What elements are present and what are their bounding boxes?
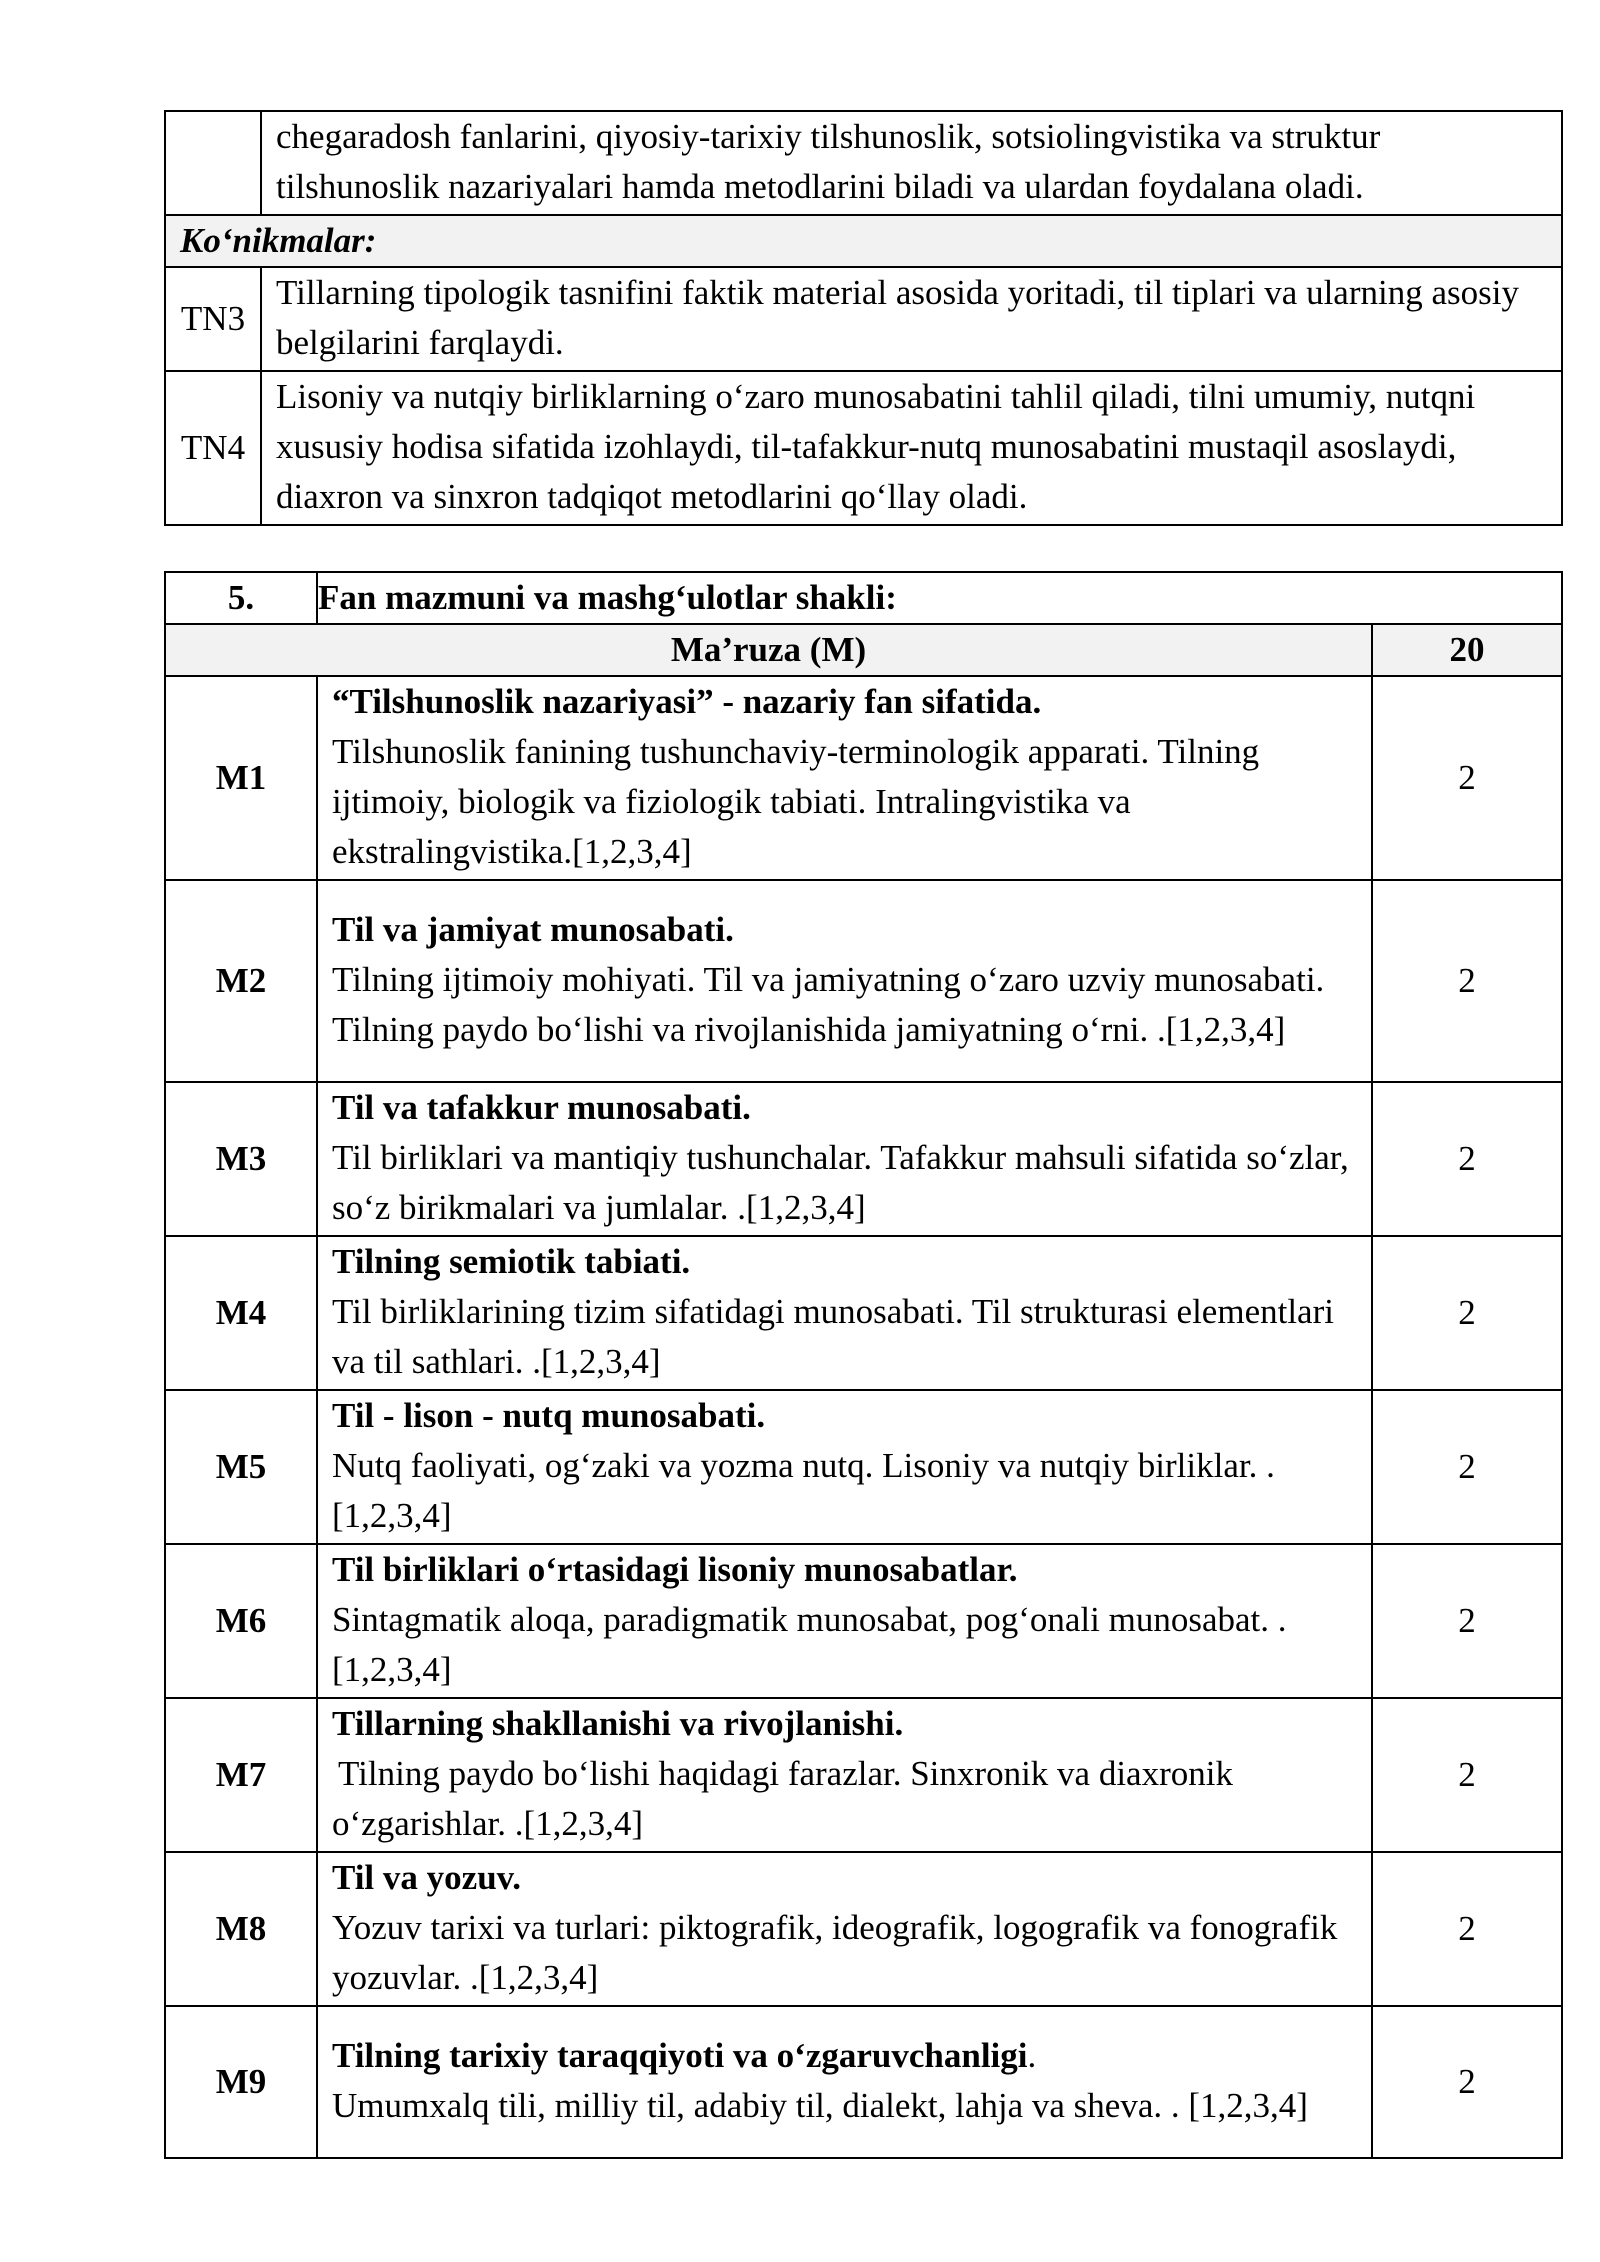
section-title: Fan mazmuni va mashg‘ulotlar shakli: [317,572,1562,624]
lecture-hours: 2 [1372,1544,1562,1698]
lecture-content [317,880,1372,1082]
competencies-table [164,110,1563,526]
section-header-row [165,572,1562,624]
lecture-content [317,1236,1372,1390]
lecture-description: Tilning ijtimoiy mohiyati. Til va jamiyatning o‘zaro uzviy munosabati. Tilning paydo bo‘lishi va rivojlanishida jamiyatning o‘rni. .[1,2,3,4] [332,960,1325,1049]
table-row [165,1544,1562,1698]
lecture-content [317,2006,1372,2158]
lecture-content [317,1852,1372,2006]
lecture-code: M9 [165,2006,317,2158]
lecture-topic: Tilning tarixiy taraqqiyoti va o‘zgaruvchanligi [332,2036,1028,2075]
lecture-hours: 2 [1372,1390,1562,1544]
lecture-code: M8 [165,1852,317,2006]
lecture-description: Til birliklarining tizim sifatidagi munosabati. Til strukturasi elementlari va til sathlari. .[1,2,3,4] [332,1292,1334,1381]
table-row [165,1390,1562,1544]
lecture-description: Tilning paydo bo‘lishi haqidagi farazlar. Sinxronik va diaxronik o‘zgarishlar. .[1,2,3,4] [332,1754,1233,1843]
competency-code: TN3 [165,267,261,371]
subheader-row [165,624,1562,676]
table-row [165,2006,1562,2158]
table-row [165,267,1562,371]
table-row [165,1082,1562,1236]
lecture-description: Til birliklari va mantiqiy tushunchalar. Tafakkur mahsuli sifatida so‘zlar, so‘z birikmalari va jumlalar. .[1,2,3,4] [332,1138,1349,1227]
lecture-content [317,1544,1372,1698]
lecture-topic-suffix: . [1027,2036,1037,2075]
lecture-topic: “Tilshunoslik nazariyasi” - nazariy fan sifatida. [332,682,1042,721]
section-row [165,215,1562,267]
table-row [165,111,1562,215]
lecture-hours: 2 [1372,2006,1562,2158]
lecture-code: M6 [165,1544,317,1698]
section-label-skills: Ko‘nikmalar: [165,215,1562,267]
lecture-code: M3 [165,1082,317,1236]
table-row [165,676,1562,880]
lecture-hours: 2 [1372,1852,1562,2006]
lecture-topic: Til birliklari o‘rtasidagi lisoniy munosabatlar. [332,1550,1018,1589]
lecture-hours: 2 [1372,1082,1562,1236]
lecture-description: Nutq faoliyati, og‘zaki va yozma nutq. Lisoniy va nutqiy birliklar. . [1,2,3,4] [332,1446,1275,1535]
lecture-hours: 2 [1372,1236,1562,1390]
lecture-topic: Til va jamiyat munosabati. [332,910,734,949]
lecture-code: M1 [165,676,317,880]
lecture-topic: Tilning semiotik tabiati. [332,1242,691,1281]
table-row [165,1698,1562,1852]
lecture-hours: 2 [1372,676,1562,880]
lecture-hours: 2 [1372,880,1562,1082]
lecture-topic: Til - lison - nutq munosabati. [332,1396,766,1435]
lecture-code: M5 [165,1390,317,1544]
section-number: 5. [165,572,317,624]
lecture-hours: 2 [1372,1698,1562,1852]
lecture-topic: Tillarning shakllanishi va rivojlanishi. [332,1704,904,1743]
competency-code: TN4 [165,371,261,525]
lecture-content [317,1390,1372,1544]
lecture-content [317,1082,1372,1236]
lectures-table [164,571,1563,2159]
empty-code-cell [165,111,261,215]
lecture-code: M4 [165,1236,317,1390]
lecture-code: M7 [165,1698,317,1852]
lecture-topic: Til va tafakkur munosabati. [332,1088,751,1127]
table-row [165,1236,1562,1390]
lecture-description: Sintagmatik aloqa, paradigmatik munosabat, pog‘onali munosabat. .[1,2,3,4] [332,1600,1287,1689]
competency-text: Lisoniy va nutqiy birliklarning o‘zaro munosabatini tahlil qiladi, tilni umumiy, nutqni xususiy hodisa sifatida izohlaydi, til-tafakkur-nutq munosabatini mustaqil asoslaydi, diaxron va sinxron tadqiqot metodlarini qo‘llay oladi. [261,371,1562,525]
lecture-subheader: Ma’ruza (M) [165,624,1372,676]
lecture-topic: Til va yozuv. [332,1858,521,1897]
lecture-total-hours: 20 [1372,624,1562,676]
continuation-text: chegaradosh fanlarini, qiyosiy-tarixiy tilshunoslik, sotsiolingvistika va struktur tilshunoslik nazariyalari hamda metodlarini biladi va ulardan foydalana oladi. [261,111,1562,215]
table-row [165,371,1562,525]
table-row [165,1852,1562,2006]
competency-text: Tillarning tipologik tasnifini faktik material asosida yoritadi, til tiplari va ularning asosiy belgilarini farqlaydi. [261,267,1562,371]
lecture-description: Umumxalq tili, milliy til, adabiy til, dialekt, lahja va sheva. . [1,2,3,4] [332,2086,1308,2125]
lecture-content [317,1698,1372,1852]
lecture-code: M2 [165,880,317,1082]
table-row [165,880,1562,1082]
lecture-description: Yozuv tarixi va turlari: piktografik, ideografik, logografik va fonografik yozuvlar. .[1,2,3,4] [332,1908,1338,1997]
lecture-content [317,676,1372,880]
lecture-description: Tilshunoslik fanining tushunchaviy-terminologik apparati. Tilning ijtimoiy, biologik va fiziologik tabiati. Intralingvistika va ekstralingvistika.[1,2,3,4] [332,732,1260,871]
